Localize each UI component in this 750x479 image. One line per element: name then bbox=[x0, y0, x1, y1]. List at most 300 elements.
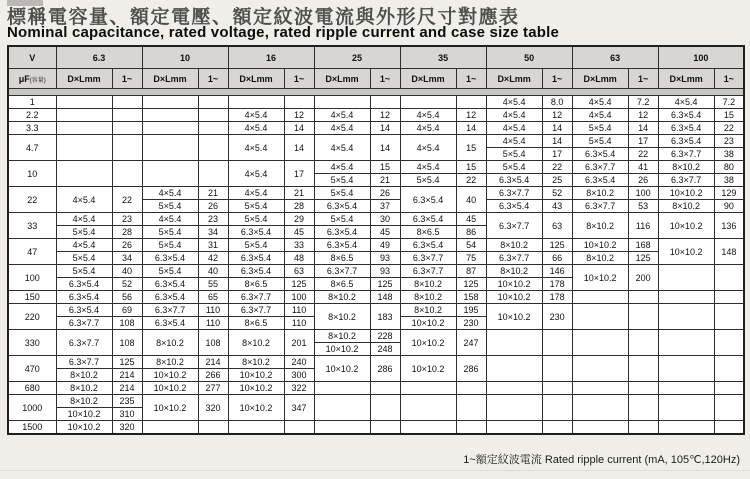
empty-ripple-cell-63 bbox=[628, 356, 658, 382]
case-size-cell-16: 4×5.4 bbox=[228, 122, 284, 135]
case-size-cell-63: 10×10.2 bbox=[572, 239, 628, 252]
table-row-22 bbox=[8, 187, 744, 200]
ripple-current-cell-63: 125 bbox=[628, 252, 658, 265]
ripple-current-cell-6.3: 320 bbox=[112, 421, 142, 434]
case-size-cell-6.3: 6.3×7.7 bbox=[56, 356, 112, 369]
empty-case-cell-63 bbox=[572, 395, 628, 421]
case-size-cell-25: 8×6.5 bbox=[314, 252, 370, 265]
case-size-cell-16: 10×10.2 bbox=[228, 369, 284, 382]
ripple-header: 1~ bbox=[542, 69, 572, 89]
ripple-current-cell-35: 87 bbox=[456, 265, 486, 278]
table-row-47 bbox=[8, 252, 744, 265]
empty-ripple-cell-50 bbox=[542, 330, 572, 356]
page-title-zh: 標稱電容量、額定電壓、額定紋波電流與外形尺寸對應表 bbox=[7, 7, 520, 28]
ripple-current-cell-35: 12 bbox=[456, 109, 486, 122]
case-size-cell-16: 4×5.4 bbox=[228, 187, 284, 200]
ripple-header: 1~ bbox=[714, 69, 744, 89]
empty-case-cell-100 bbox=[658, 304, 714, 330]
case-size-cell-50: 4×5.4 bbox=[486, 109, 542, 122]
case-size-cell-100: 10×10.2 bbox=[658, 187, 714, 200]
empty-ripple-cell-6.3 bbox=[112, 161, 142, 187]
ripple-current-cell-63: 100 bbox=[628, 187, 658, 200]
ripple-current-cell-16: 45 bbox=[284, 226, 314, 239]
case-size-cell-10: 6.3×7.7 bbox=[142, 304, 198, 317]
case-size-cell-50: 6.3×5.4 bbox=[486, 200, 542, 213]
case-size-cell-10: 5×5.4 bbox=[142, 226, 198, 239]
case-size-cell-50: 6.3×7.7 bbox=[486, 213, 542, 239]
ripple-current-cell-6.3: 28 bbox=[112, 226, 142, 239]
empty-ripple-cell-16 bbox=[284, 96, 314, 109]
ripple-current-cell-10: 266 bbox=[198, 369, 228, 382]
case-size-cell-10: 5×5.4 bbox=[142, 265, 198, 278]
case-size-cell-16: 8×6.5 bbox=[228, 278, 284, 291]
ripple-current-cell-25: 228 bbox=[370, 330, 400, 343]
empty-ripple-cell-35 bbox=[456, 382, 486, 395]
case-size-cell-25: 10×10.2 bbox=[314, 343, 370, 356]
ripple-current-cell-10: 277 bbox=[198, 382, 228, 395]
ripple-current-cell-25: 26 bbox=[370, 187, 400, 200]
ripple-current-cell-6.3: 214 bbox=[112, 369, 142, 382]
empty-ripple-cell-10 bbox=[198, 421, 228, 434]
case-size-cell-6.3: 4×5.4 bbox=[56, 213, 112, 226]
case-size-cell-25: 5×5.4 bbox=[314, 174, 370, 187]
case-size-header: D×Lmm bbox=[314, 69, 370, 89]
case-size-cell-63: 8×10.2 bbox=[572, 213, 628, 239]
ripple-current-cell-16: 125 bbox=[284, 278, 314, 291]
capacitance-680: 680 bbox=[8, 382, 56, 395]
case-size-cell-6.3: 10×10.2 bbox=[56, 421, 112, 434]
case-size-cell-25: 4×5.4 bbox=[314, 122, 370, 135]
ripple-current-cell-6.3: 26 bbox=[112, 239, 142, 252]
voltage-header-16: 16 bbox=[228, 46, 314, 69]
case-size-cell-50: 8×10.2 bbox=[486, 265, 542, 278]
empty-case-cell-100 bbox=[658, 356, 714, 382]
case-size-cell-10: 10×10.2 bbox=[142, 382, 198, 395]
empty-case-cell-35 bbox=[400, 96, 456, 109]
ripple-current-cell-25: 14 bbox=[370, 135, 400, 161]
empty-ripple-cell-16 bbox=[284, 421, 314, 434]
case-size-cell-6.3: 5×5.4 bbox=[56, 265, 112, 278]
ripple-current-cell-16: 12 bbox=[284, 109, 314, 122]
capacitance-4.7: 4.7 bbox=[8, 135, 56, 161]
case-size-cell-16: 4×5.4 bbox=[228, 109, 284, 122]
ripple-current-cell-10: 42 bbox=[198, 252, 228, 265]
case-size-cell-10: 6.3×5.4 bbox=[142, 317, 198, 330]
case-size-cell-50: 6.3×5.4 bbox=[486, 174, 542, 187]
case-size-cell-35: 8×10.2 bbox=[400, 278, 456, 291]
case-size-cell-10: 6.3×5.4 bbox=[142, 291, 198, 304]
empty-case-cell-63 bbox=[572, 382, 628, 395]
capacitor-spec-table bbox=[7, 45, 745, 435]
ripple-current-cell-63: 26 bbox=[628, 174, 658, 187]
case-size-cell-16: 6.3×7.7 bbox=[228, 304, 284, 317]
capacitance-3.3: 3.3 bbox=[8, 122, 56, 135]
ripple-current-cell-50: 22 bbox=[542, 161, 572, 174]
case-size-cell-25: 5×5.4 bbox=[314, 187, 370, 200]
ripple-current-cell-63: 116 bbox=[628, 213, 658, 239]
ripple-header: 1~ bbox=[284, 69, 314, 89]
voltage-header-63: 63 bbox=[572, 46, 658, 69]
case-size-cell-25: 6.3×5.4 bbox=[314, 200, 370, 213]
table-row-4.7 bbox=[8, 135, 744, 148]
empty-case-cell-63 bbox=[572, 421, 628, 434]
empty-ripple-cell-35 bbox=[456, 96, 486, 109]
ripple-current-cell-10: 65 bbox=[198, 291, 228, 304]
empty-ripple-cell-25 bbox=[370, 382, 400, 395]
ripple-current-cell-16: 110 bbox=[284, 317, 314, 330]
ripple-current-cell-25: 183 bbox=[370, 304, 400, 330]
page-title-en: Nominal capacitance, rated voltage, rated ripple current and case size table bbox=[7, 24, 560, 41]
empty-case-cell-35 bbox=[400, 395, 456, 421]
case-size-cell-35: 6.3×5.4 bbox=[400, 213, 456, 226]
case-size-header: D×Lmm bbox=[400, 69, 456, 89]
ripple-current-cell-16: 33 bbox=[284, 239, 314, 252]
ripple-current-cell-100: 22 bbox=[714, 122, 744, 135]
case-size-cell-6.3: 8×10.2 bbox=[56, 369, 112, 382]
capacitance-1: 1 bbox=[8, 96, 56, 109]
empty-case-cell-10 bbox=[142, 96, 198, 109]
ripple-current-cell-35: 286 bbox=[456, 356, 486, 382]
ripple-current-cell-50: 17 bbox=[542, 148, 572, 161]
case-size-cell-25: 4×5.4 bbox=[314, 161, 370, 174]
case-size-header: D×Lmm bbox=[228, 69, 284, 89]
case-size-cell-63: 10×10.2 bbox=[572, 265, 628, 291]
case-size-cell-25: 6.3×5.4 bbox=[314, 226, 370, 239]
ripple-current-cell-25: 45 bbox=[370, 226, 400, 239]
case-size-cell-25: 4×5.4 bbox=[314, 135, 370, 161]
empty-case-cell-63 bbox=[572, 291, 628, 304]
case-size-cell-50: 5×5.4 bbox=[486, 161, 542, 174]
ripple-current-cell-16: 100 bbox=[284, 291, 314, 304]
empty-ripple-cell-100 bbox=[714, 382, 744, 395]
case-size-cell-35: 4×5.4 bbox=[400, 122, 456, 135]
empty-case-cell-6.3 bbox=[56, 109, 112, 122]
ripple-current-cell-10: 55 bbox=[198, 278, 228, 291]
empty-case-cell-25 bbox=[314, 395, 370, 421]
ripple-current-cell-50: 230 bbox=[542, 304, 572, 330]
ripple-header: 1~ bbox=[112, 69, 142, 89]
capacitance-470: 470 bbox=[8, 356, 56, 382]
case-size-cell-25: 10×10.2 bbox=[314, 356, 370, 382]
uf-unit-small-label: (容量) bbox=[29, 77, 46, 84]
ripple-current-cell-16: 322 bbox=[284, 382, 314, 395]
ripple-current-cell-35: 195 bbox=[456, 304, 486, 317]
empty-case-cell-50 bbox=[486, 421, 542, 434]
case-size-cell-25: 5×5.4 bbox=[314, 213, 370, 226]
empty-case-cell-50 bbox=[486, 356, 542, 382]
empty-ripple-cell-6.3 bbox=[112, 122, 142, 135]
case-size-cell-10: 10×10.2 bbox=[142, 369, 198, 382]
case-size-cell-6.3: 6.3×5.4 bbox=[56, 278, 112, 291]
empty-case-cell-10 bbox=[142, 161, 198, 187]
ripple-current-cell-16: 14 bbox=[284, 135, 314, 161]
case-size-cell-16: 5×5.4 bbox=[228, 213, 284, 226]
case-size-cell-63: 4×5.4 bbox=[572, 109, 628, 122]
case-size-cell-16: 6.3×5.4 bbox=[228, 265, 284, 278]
ripple-current-cell-6.3: 56 bbox=[112, 291, 142, 304]
case-size-cell-50: 6.3×7.7 bbox=[486, 252, 542, 265]
ripple-current-cell-10: 320 bbox=[198, 395, 228, 421]
voltage-header-10: 10 bbox=[142, 46, 228, 69]
empty-case-cell-25 bbox=[314, 382, 370, 395]
ripple-current-cell-100: 7.2 bbox=[714, 96, 744, 109]
empty-case-cell-100 bbox=[658, 291, 714, 304]
case-size-cell-35: 10×10.2 bbox=[400, 317, 456, 330]
empty-ripple-cell-25 bbox=[370, 395, 400, 421]
case-size-cell-100: 10×10.2 bbox=[658, 213, 714, 239]
ripple-current-cell-6.3: 40 bbox=[112, 265, 142, 278]
ripple-current-cell-6.3: 310 bbox=[112, 408, 142, 421]
capacitance-100: 100 bbox=[8, 265, 56, 291]
empty-ripple-cell-50 bbox=[542, 356, 572, 382]
voltage-header-100: 100 bbox=[658, 46, 744, 69]
ripple-current-cell-100: 38 bbox=[714, 148, 744, 161]
ripple-current-cell-16: 28 bbox=[284, 200, 314, 213]
table-row-470 bbox=[8, 356, 744, 369]
ripple-current-cell-63: 41 bbox=[628, 161, 658, 174]
ripple-current-cell-6.3: 108 bbox=[112, 317, 142, 330]
ripple-current-cell-50: 146 bbox=[542, 265, 572, 278]
case-size-cell-100: 6.3×5.4 bbox=[658, 109, 714, 122]
empty-case-cell-25 bbox=[314, 421, 370, 434]
empty-case-cell-63 bbox=[572, 330, 628, 356]
case-size-cell-50: 4×5.4 bbox=[486, 135, 542, 148]
empty-case-cell-6.3 bbox=[56, 161, 112, 187]
capacitance-1500: 1500 bbox=[8, 421, 56, 434]
case-size-cell-50: 10×10.2 bbox=[486, 278, 542, 291]
case-size-cell-50: 10×10.2 bbox=[486, 291, 542, 304]
ripple-current-cell-16: 201 bbox=[284, 330, 314, 356]
empty-case-cell-100 bbox=[658, 421, 714, 434]
case-size-cell-50: 4×5.4 bbox=[486, 122, 542, 135]
empty-ripple-cell-100 bbox=[714, 356, 744, 382]
table-row-1 bbox=[8, 96, 744, 109]
empty-case-cell-50 bbox=[486, 395, 542, 421]
empty-ripple-cell-63 bbox=[628, 291, 658, 304]
ripple-current-cell-50: 66 bbox=[542, 252, 572, 265]
ripple-current-cell-100: 38 bbox=[714, 174, 744, 187]
ripple-current-cell-35: 86 bbox=[456, 226, 486, 239]
empty-ripple-cell-25 bbox=[370, 421, 400, 434]
ripple-current-cell-50: 43 bbox=[542, 200, 572, 213]
table-row-220 bbox=[8, 304, 744, 317]
case-size-cell-50: 10×10.2 bbox=[486, 304, 542, 330]
empty-ripple-cell-100 bbox=[714, 291, 744, 304]
empty-ripple-cell-63 bbox=[628, 395, 658, 421]
case-size-cell-63: 6.3×7.7 bbox=[572, 161, 628, 174]
empty-ripple-cell-25 bbox=[370, 96, 400, 109]
ripple-current-cell-25: 248 bbox=[370, 343, 400, 356]
ripple-current-cell-25: 15 bbox=[370, 161, 400, 174]
case-size-cell-35: 8×10.2 bbox=[400, 304, 456, 317]
empty-case-cell-63 bbox=[572, 356, 628, 382]
empty-ripple-cell-6.3 bbox=[112, 135, 142, 161]
empty-case-cell-50 bbox=[486, 330, 542, 356]
empty-case-cell-10 bbox=[142, 109, 198, 122]
empty-ripple-cell-50 bbox=[542, 395, 572, 421]
ripple-current-cell-16: 21 bbox=[284, 187, 314, 200]
table-row-100 bbox=[8, 265, 744, 278]
empty-case-cell-6.3 bbox=[56, 96, 112, 109]
ripple-header: 1~ bbox=[370, 69, 400, 89]
empty-ripple-cell-63 bbox=[628, 330, 658, 356]
case-size-cell-100: 6.3×5.4 bbox=[658, 122, 714, 135]
ripple-current-cell-25: 30 bbox=[370, 213, 400, 226]
case-size-cell-63: 5×5.4 bbox=[572, 122, 628, 135]
ripple-current-cell-16: 63 bbox=[284, 265, 314, 278]
ripple-current-cell-50: 178 bbox=[542, 291, 572, 304]
ripple-current-cell-25: 14 bbox=[370, 122, 400, 135]
empty-ripple-cell-35 bbox=[456, 395, 486, 421]
ripple-current-cell-6.3: 125 bbox=[112, 356, 142, 369]
empty-case-cell-16 bbox=[228, 96, 284, 109]
ripple-current-cell-100: 148 bbox=[714, 239, 744, 265]
ripple-current-cell-35: 40 bbox=[456, 187, 486, 213]
case-size-cell-63: 8×10.2 bbox=[572, 187, 628, 200]
case-size-cell-35: 10×10.2 bbox=[400, 330, 456, 356]
case-size-cell-16: 10×10.2 bbox=[228, 395, 284, 421]
case-size-cell-35: 6.3×7.7 bbox=[400, 265, 456, 278]
table-row-150 bbox=[8, 291, 744, 304]
case-size-cell-10: 4×5.4 bbox=[142, 187, 198, 200]
empty-ripple-cell-63 bbox=[628, 304, 658, 330]
ripple-current-cell-10: 214 bbox=[198, 356, 228, 369]
empty-ripple-cell-10 bbox=[198, 109, 228, 122]
case-size-cell-100: 4×5.4 bbox=[658, 96, 714, 109]
case-size-cell-63: 4×5.4 bbox=[572, 96, 628, 109]
empty-ripple-cell-100 bbox=[714, 395, 744, 421]
ripple-current-cell-25: 125 bbox=[370, 278, 400, 291]
case-size-cell-6.3: 4×5.4 bbox=[56, 187, 112, 213]
case-size-cell-6.3: 4×5.4 bbox=[56, 239, 112, 252]
ripple-current-cell-6.3: 214 bbox=[112, 382, 142, 395]
ripple-current-cell-25: 37 bbox=[370, 200, 400, 213]
ripple-current-cell-6.3: 52 bbox=[112, 278, 142, 291]
ripple-header: 1~ bbox=[628, 69, 658, 89]
table-row-330 bbox=[8, 330, 744, 343]
ripple-current-cell-25: 286 bbox=[370, 356, 400, 382]
case-size-cell-16: 6.3×7.7 bbox=[228, 291, 284, 304]
table-row-33 bbox=[8, 213, 744, 226]
ripple-current-cell-100: 136 bbox=[714, 213, 744, 239]
empty-ripple-cell-6.3 bbox=[112, 109, 142, 122]
capacitance-47: 47 bbox=[8, 239, 56, 265]
case-size-header: D×Lmm bbox=[486, 69, 542, 89]
ripple-current-cell-63: 168 bbox=[628, 239, 658, 252]
capacitance-10: 10 bbox=[8, 161, 56, 187]
case-size-cell-63: 6.3×5.4 bbox=[572, 174, 628, 187]
empty-ripple-cell-63 bbox=[628, 382, 658, 395]
ripple-current-cell-16: 347 bbox=[284, 395, 314, 421]
ripple-current-cell-10: 26 bbox=[198, 200, 228, 213]
capacitance-22: 22 bbox=[8, 187, 56, 213]
ripple-current-cell-35: 15 bbox=[456, 161, 486, 174]
case-size-cell-10: 6.3×5.4 bbox=[142, 252, 198, 265]
voltage-header-35: 35 bbox=[400, 46, 486, 69]
empty-case-cell-6.3 bbox=[56, 122, 112, 135]
table-row-680 bbox=[8, 382, 744, 395]
ripple-current-cell-16: 17 bbox=[284, 161, 314, 187]
ripple-current-cell-50: 12 bbox=[542, 109, 572, 122]
case-size-cell-50: 4×5.4 bbox=[486, 96, 542, 109]
case-size-cell-25: 6.3×5.4 bbox=[314, 239, 370, 252]
ripple-current-cell-10: 110 bbox=[198, 304, 228, 317]
ripple-current-cell-50: 125 bbox=[542, 239, 572, 252]
capacitance-1000: 1000 bbox=[8, 395, 56, 421]
case-size-cell-35: 8×10.2 bbox=[400, 291, 456, 304]
ripple-current-footnote: 1~額定紋波電流 Rated ripple current (mA, 105℃,120Hz) bbox=[463, 454, 740, 466]
ripple-current-cell-50: 14 bbox=[542, 122, 572, 135]
ripple-current-cell-16: 300 bbox=[284, 369, 314, 382]
table-row-10 bbox=[8, 161, 744, 174]
case-size-cell-35: 10×10.2 bbox=[400, 356, 456, 382]
empty-case-cell-35 bbox=[400, 382, 456, 395]
case-size-header: D×Lmm bbox=[142, 69, 198, 89]
case-size-cell-100: 8×10.2 bbox=[658, 161, 714, 174]
empty-ripple-cell-10 bbox=[198, 96, 228, 109]
ripple-current-cell-10: 108 bbox=[198, 330, 228, 356]
ripple-current-cell-6.3: 108 bbox=[112, 330, 142, 356]
ripple-current-cell-6.3: 34 bbox=[112, 252, 142, 265]
ripple-current-cell-35: 45 bbox=[456, 213, 486, 226]
case-size-cell-25: 4×5.4 bbox=[314, 109, 370, 122]
table-row-2.2 bbox=[8, 109, 744, 122]
empty-case-cell-100 bbox=[658, 330, 714, 356]
empty-case-cell-35 bbox=[400, 421, 456, 434]
case-size-cell-25: 8×10.2 bbox=[314, 304, 370, 330]
case-size-cell-10: 6.3×5.4 bbox=[142, 278, 198, 291]
ripple-current-cell-50: 178 bbox=[542, 278, 572, 291]
ripple-current-cell-35: 230 bbox=[456, 317, 486, 330]
ripple-current-cell-100: 129 bbox=[714, 187, 744, 200]
table-header bbox=[8, 46, 744, 96]
case-size-cell-35: 4×5.4 bbox=[400, 161, 456, 174]
ripple-current-cell-10: 34 bbox=[198, 226, 228, 239]
capacitance-330: 330 bbox=[8, 330, 56, 356]
ripple-current-cell-25: 21 bbox=[370, 174, 400, 187]
empty-case-cell-100 bbox=[658, 382, 714, 395]
voltage-header-6.3: 6.3 bbox=[56, 46, 142, 69]
ripple-current-cell-100: 23 bbox=[714, 135, 744, 148]
ripple-current-cell-63: 12 bbox=[628, 109, 658, 122]
ripple-current-cell-63: 7.2 bbox=[628, 96, 658, 109]
capacitance-220: 220 bbox=[8, 304, 56, 330]
case-size-header: D×Lmm bbox=[572, 69, 628, 89]
ripple-current-cell-16: 48 bbox=[284, 252, 314, 265]
ripple-current-cell-50: 14 bbox=[542, 135, 572, 148]
case-size-cell-35: 6.3×5.4 bbox=[400, 239, 456, 252]
ripple-current-cell-25: 148 bbox=[370, 291, 400, 304]
ripple-current-cell-100: 15 bbox=[714, 109, 744, 122]
case-size-cell-50: 6.3×7.7 bbox=[486, 187, 542, 200]
case-size-cell-16: 6.3×5.4 bbox=[228, 252, 284, 265]
case-size-cell-35: 4×5.4 bbox=[400, 109, 456, 122]
case-size-cell-10: 10×10.2 bbox=[142, 395, 198, 421]
case-size-cell-50: 5×5.4 bbox=[486, 148, 542, 161]
ripple-current-cell-10: 21 bbox=[198, 187, 228, 200]
empty-case-cell-50 bbox=[486, 382, 542, 395]
case-size-cell-100: 6.3×5.4 bbox=[658, 135, 714, 148]
uf-unit-label: μF bbox=[18, 73, 30, 84]
header-separator-band bbox=[8, 89, 744, 96]
empty-ripple-cell-50 bbox=[542, 382, 572, 395]
empty-ripple-cell-100 bbox=[714, 330, 744, 356]
ripple-current-cell-35: 54 bbox=[456, 239, 486, 252]
empty-ripple-cell-100 bbox=[714, 421, 744, 434]
corner-voltage-label: V bbox=[8, 46, 56, 69]
ripple-current-cell-25: 93 bbox=[370, 252, 400, 265]
case-size-cell-6.3: 8×10.2 bbox=[56, 382, 112, 395]
